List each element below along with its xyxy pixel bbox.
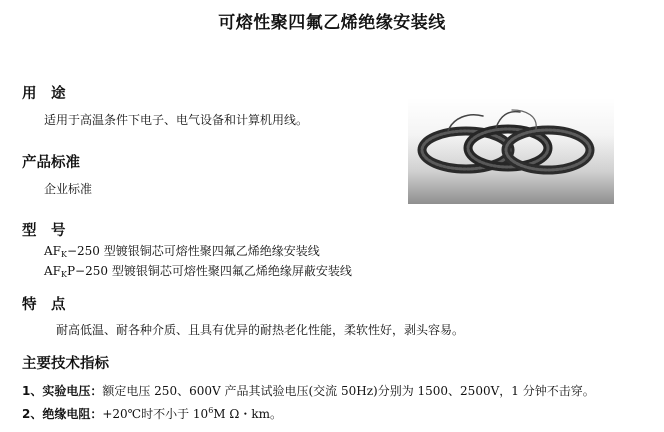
usage-heading: 用 途 (22, 86, 66, 102)
spec-2-text-before: +20℃时不小于 10 (102, 407, 209, 421)
specs-heading: 主要技术指标 (22, 356, 109, 372)
model-1-sub: K (61, 250, 67, 259)
spec-2-sup: 6 (208, 406, 214, 415)
spec-item-1 (22, 384, 595, 398)
product-photo (408, 98, 614, 204)
standard-text: 企业标准 (44, 182, 93, 196)
model-2-prefix: AF (44, 264, 61, 278)
model-2-text: P−250 型镀银铜芯可熔性聚四氟乙烯绝缘屏蔽安装线 (66, 264, 352, 278)
spec-1-text: 额定电压 250、600V 产品其试验电压(交流 50Hz)分别为 1500、2500V，1 分钟不击穿。 (102, 384, 595, 398)
standard-heading: 产品标准 (22, 155, 80, 171)
usage-text: 适用于高温条件下电子、电气设备和计算机用线。 (44, 113, 309, 127)
spec-1-label: 1、实验电压： (22, 384, 103, 398)
features-heading: 特 点 (22, 297, 66, 313)
spec-2-text-after: M Ω・km。 (213, 407, 282, 421)
spec-item-2 (22, 404, 282, 421)
spec-2-label: 2、绝缘电阻： (22, 407, 103, 421)
model-line-1 (44, 244, 320, 262)
model-1-text: −250 型镀银铜芯可熔性聚四氟乙烯绝缘安装线 (66, 244, 320, 258)
model-heading: 型 号 (22, 223, 66, 239)
features-text: 耐高低温、耐各种介质、且具有优异的耐热老化性能，柔软性好，剥头容易。 (56, 323, 465, 337)
model-1-prefix: AF (44, 244, 61, 258)
model-line-2 (44, 264, 352, 282)
page-title: 可熔性聚四氟乙烯绝缘安装线 (218, 13, 446, 33)
model-2-sub: K (61, 270, 67, 279)
